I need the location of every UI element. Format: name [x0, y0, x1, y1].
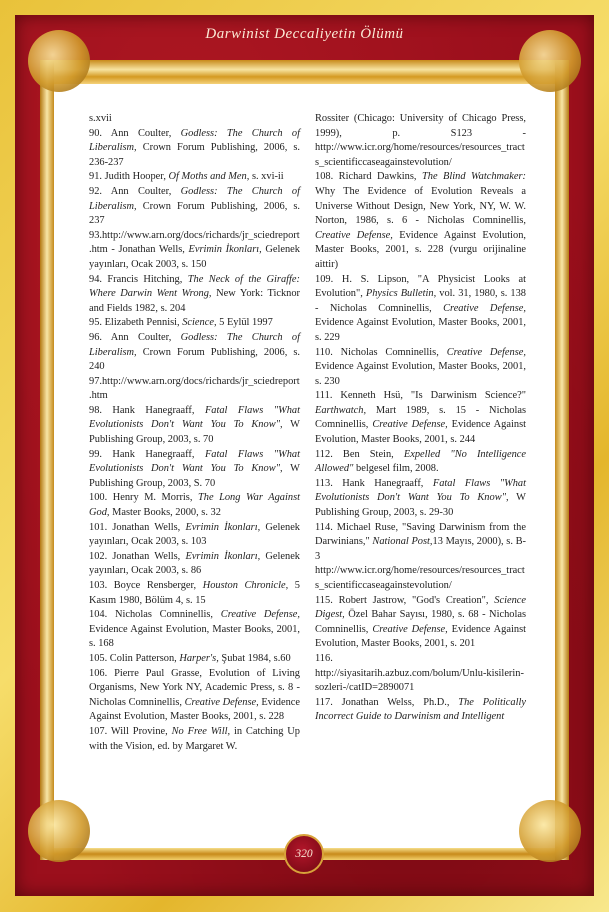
reference-title: Fatal Flaws "What Evolutionists Don't Want You To Know", — [89, 404, 301, 431]
reference-entry — [315, 652, 526, 667]
frame-right-pillar — [555, 60, 569, 860]
reference-entry — [89, 491, 300, 520]
reference-text: 109. H. S. Lipson, "A Physicist Looks at Evolution", — [315, 273, 526, 300]
reference-title: The Neck of the Giraffe: Where Darwin Went Wrong, — [89, 273, 300, 300]
reference-entry — [89, 667, 300, 725]
reference-text: vol. 31, 1980, s. 138 - Nicholas Comninellis, — [315, 288, 526, 314]
frame-top-bar — [54, 60, 555, 84]
reference-text: 115. Robert Jastrow, "God's Creation", — [315, 594, 495, 606]
reference-title: The Blind Watchmaker: — [421, 171, 526, 183]
reference-text: Gelenek yayınları, Ocak 2003, s. 103 — [89, 521, 300, 548]
reference-title: Science, — [182, 317, 217, 329]
reference-entry — [315, 564, 526, 593]
ornament-bottom-right-icon — [519, 800, 581, 862]
reference-text: New York: Ticknor and Fields 1982, s. 204 — [89, 288, 300, 314]
reference-entry — [315, 667, 526, 696]
reference-text: 106. Pierre Paul Grasse, Evolution of Living Organisms, New York NY, Academic Press, s. 8 - Nicholas Comninellis, — [89, 667, 300, 708]
reference-entry — [89, 608, 300, 652]
reference-entry — [89, 316, 300, 331]
reference-text: 102. Jonathan Wells, — [89, 550, 186, 562]
reference-title: The Politically Incorrect Guide to Darwinism and Intelligent — [315, 696, 526, 723]
reference-text: 117. Jonathan Welss, Ph.D., — [315, 696, 459, 708]
references-right-column — [315, 112, 526, 754]
reference-text: 108. Richard Dawkins, — [315, 171, 422, 183]
reference-title: Creative Defense, — [220, 609, 300, 621]
reference-text: 5 Eylül 1997 — [216, 317, 273, 329]
reference-text: Gelenek yayınları, Ocak 2003, s. 150 — [89, 244, 300, 270]
reference-title: Creative Defense, — [372, 419, 448, 431]
reference-text: 111. Kenneth Hsü, "Is Darwinism Science?" — [315, 390, 526, 402]
reference-entry — [89, 521, 300, 550]
reference-text: Şubat 1984, s.60 — [218, 652, 291, 664]
reference-text: W Publishing Group, 2003, S. 70 — [89, 463, 300, 489]
reference-entry — [315, 477, 526, 521]
reference-entry — [315, 521, 526, 565]
reference-text: 94. Francis Hitching, — [89, 273, 188, 285]
reference-title: Evrimin İkonları, — [185, 521, 261, 533]
reference-text: 90. Ann Coulter, — [89, 127, 181, 139]
reference-entry — [315, 170, 526, 272]
reference-title: Creative Defense, — [184, 696, 259, 708]
reference-text: W Publishing Group, 2003, s. 29-30 — [315, 492, 526, 519]
reference-title: Physics Bulletin, — [365, 288, 437, 300]
ornament-top-left-icon — [28, 30, 90, 92]
reference-text: Evidence Against Evolution, Master Books, 2001, s. 230 — [315, 361, 526, 387]
reference-text: 105. Colin Patterson, — [89, 652, 180, 664]
reference-entry — [89, 273, 300, 317]
reference-text: Evidence Against Evolution, Master Books, 2001, s. 244 — [315, 419, 526, 446]
reference-text: 99. Hank Hanegraaff, — [89, 448, 205, 460]
reference-entry — [89, 404, 300, 448]
reference-title: Of Moths and Men, — [168, 171, 250, 183]
reference-title: Science Digest, — [315, 594, 526, 621]
references-columns — [89, 112, 526, 754]
reference-entry — [89, 375, 300, 404]
reference-text: Crown Forum Publishing, 2006, s. 237 — [89, 200, 300, 227]
frame-left-pillar — [40, 60, 54, 860]
reference-text: Evidence Against Evolution, Master Books, 2001, s. 228 — [89, 696, 300, 723]
reference-entry — [315, 346, 526, 390]
reference-text: Master Books, 2000, s. 32 — [109, 507, 221, 519]
reference-entry — [89, 725, 300, 754]
reference-title: Creative Defense, — [315, 229, 393, 241]
reference-title: Godless: The Church of Liberalism, — [89, 331, 300, 358]
reference-text: s. xvi-ii — [249, 171, 284, 183]
reference-text: 107. Will Provine, — [89, 725, 172, 737]
reference-title: Fatal Flaws "What Evolutionists Don't Want You To Know", — [315, 477, 527, 504]
reference-title: Earthwatch, — [315, 404, 367, 416]
reference-title: Fatal Flaws "What Evolutionists Don't Want You To Know", — [89, 448, 301, 475]
reference-title: Creative Defense, — [446, 346, 526, 358]
running-header: Darwinist Deccaliyetin Ölümü — [205, 26, 404, 42]
reference-title: Expelled "No Intelligence Allowed" — [315, 448, 526, 475]
ornament-bottom-left-icon — [28, 800, 90, 862]
reference-text: belgesel film, 2008. — [353, 463, 439, 475]
reference-text: Evidence Against Evolution, Master Books, 2001, s. 229 — [315, 317, 526, 343]
reference-title: Houston Chronicle, — [202, 580, 289, 591]
reference-entry — [315, 273, 526, 346]
reference-text: 13 Mayıs, 2000), s. B-3 — [315, 536, 526, 562]
reference-title: Evrimin İkonları, — [188, 244, 262, 256]
reference-text: Evidence Against Evolution, Master Books, 2001, s. 201 — [315, 623, 526, 650]
reference-text: 104. Nicholas Comninellis, — [89, 609, 221, 621]
reference-entry — [89, 331, 300, 375]
reference-text: 101. Jonathan Wells, — [89, 521, 186, 533]
reference-title: Harper's, — [179, 652, 219, 664]
reference-text: 112. Ben Stein, — [315, 448, 404, 460]
reference-title: The Long War Against God, — [89, 492, 300, 519]
reference-text: Crown Forum Publishing, 2006, s. 236-237 — [89, 142, 300, 168]
reference-text: 116. — [315, 652, 333, 664]
reference-entry — [89, 652, 300, 667]
reference-entry — [89, 229, 300, 273]
reference-entry — [89, 112, 300, 127]
reference-title: Creative Defense, — [372, 623, 448, 635]
reference-text: http://siyasitarih.azbuz.com/bolum/Unlu-kisilerin-sozleri-/catID=2890071 — [315, 667, 524, 694]
reference-text: Gelenek yayınları, Ocak 2003, s. 86 — [89, 550, 300, 577]
reference-text: 93.http://www.arn.org/docs/richards/jr_sciedreport.htm - Jonathan Wells, — [89, 229, 300, 256]
reference-text: 103. Boyce Rensberger, — [89, 580, 203, 591]
reference-text: 98. Hank Hanegraaff, — [89, 404, 205, 416]
reference-entry — [89, 448, 300, 492]
reference-text: Evidence Against Evolution, Master Books, 2001, s. 168 — [89, 623, 300, 650]
reference-text: Özel Bahar Sayısı, 1980, s. 68 - Nicholas Comninellis, — [315, 609, 526, 635]
reference-text: 5 Kasım 1980, Bölüm 4, s. 15 — [89, 580, 300, 606]
reference-entry — [89, 185, 300, 229]
reference-text: 91. Judith Hooper, — [89, 171, 169, 183]
reference-text: 97.http://www.arn.org/docs/richards/jr_sciedreport.htm — [89, 375, 300, 402]
reference-entry — [89, 170, 300, 185]
reference-text: in Catching Up with the Vision, ed. by Margaret W. — [89, 725, 300, 752]
references-left-column — [89, 112, 300, 754]
reference-title: Evrimin İkonları, — [185, 550, 261, 562]
reference-text: Evidence Against Evolution, Master Books, 2001, s. 228 (vurgu orijinaline aittir) — [315, 229, 526, 270]
reference-entry — [315, 448, 526, 477]
reference-text: 100. Henry M. Morris, — [89, 492, 198, 504]
reference-text: 96. Ann Coulter, — [89, 331, 181, 343]
reference-title: Godless: The Church of Liberalism, — [89, 127, 300, 154]
reference-entry — [315, 696, 526, 725]
reference-entry — [315, 389, 526, 447]
reference-text: 92. Ann Coulter, — [89, 185, 181, 197]
ornament-top-right-icon — [519, 30, 581, 92]
reference-title: No Free Will, — [171, 725, 231, 737]
reference-entry — [89, 550, 300, 579]
reference-entry — [315, 594, 526, 652]
reference-text: http://www.icr.org/home/resources/resources_tracts_scientificcaseagainstevolution/ — [315, 565, 525, 591]
reference-text: 113. Hank Hanegraaff, — [315, 477, 433, 489]
reference-text: 95. Elizabeth Pennisi, — [89, 317, 183, 329]
reference-title: National Post, — [372, 536, 433, 548]
reference-text: W Publishing Group, 2003, s. 70 — [89, 419, 300, 446]
reference-text: 114. Michael Ruse, "Saving Darwinism from the Darwinians," — [315, 521, 526, 548]
reference-entry — [89, 579, 300, 608]
reference-text: Why The Evidence of Evolution Reveals a Universe Without Design, New York, NY, W. W. Norton, 1986, s. 6 - Nicholas Comninellis, — [315, 185, 526, 227]
reference-title: Godless: The Church of Liberalism, — [89, 185, 300, 212]
reference-text: Rossiter (Chicago: University of Chicago Press, 1999), p. S123 - http://www.icr.org/home/resources/resources_tracts_scientificcaseagainstevolution/ — [315, 113, 526, 168]
reference-text: Crown Forum Publishing, 2006, s. 240 — [89, 346, 300, 373]
reference-entry — [89, 127, 300, 171]
reference-text: 110. Nicholas Comninellis, — [315, 346, 447, 358]
page-number-badge: 320 — [284, 834, 324, 874]
reference-text: Mart 1989, s. 15 - Nicholas Comninellis, — [315, 404, 526, 431]
reference-text: s.xvii — [89, 113, 112, 124]
reference-entry — [315, 112, 526, 170]
reference-title: Creative Defense, — [443, 302, 526, 314]
